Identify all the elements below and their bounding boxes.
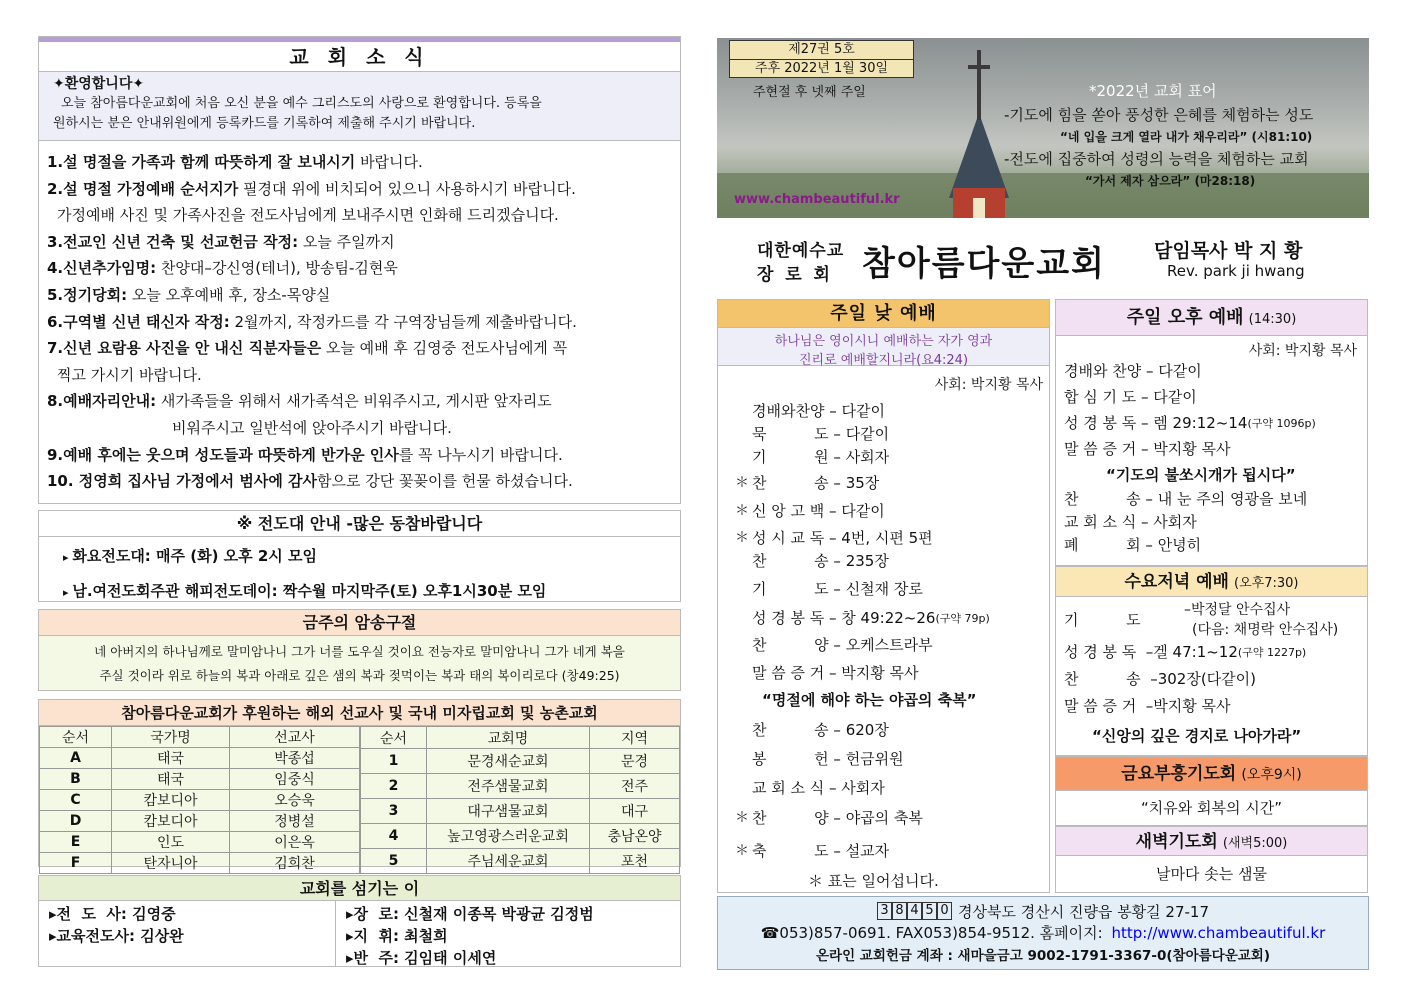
dawn-title: 새벽기도회 (1135, 832, 1218, 852)
server-item: ▸지 휘: 최철희 (346, 927, 448, 945)
evangelism-item: ▸ 화요전도대: 매주 (화) 오후 2시 모임 (63, 547, 317, 565)
news-item: 비워주시고 일반석에 앉아주시기 바랍니다. (172, 418, 452, 437)
service-line: 성 경 봉 독 – 창 49:22~26 (구약 79p) (752, 609, 990, 627)
news-item: 8.예배자리안내: 새가족들을 위해서 새가족석은 비워주시고, 게시판 앞자리도 (47, 392, 552, 411)
afternoon-time: (14:30) (1248, 312, 1297, 327)
server-item: ▸교육전도사: 김상완 (49, 927, 184, 945)
address-line (718, 897, 1368, 921)
server-item: ▸전 도 사: 김영중 (49, 905, 176, 923)
service-line: 찬 송 –302장(다같이) (1064, 670, 1256, 688)
servers-right (336, 901, 594, 969)
service-line: 교 회 소 식 – 사회자 (1064, 513, 1197, 531)
service-line: ＊ 찬 송 – 35장 (735, 474, 880, 492)
dawn-header (1056, 827, 1367, 856)
friday-header (1056, 757, 1367, 791)
evangelism-item: ▸ 남.여전도회주관 해피전도데이: 짝수월 마지막주(토) 오후1시30분 모임 (63, 582, 547, 600)
wednesday-time: (오후7:30) (1234, 576, 1299, 591)
missionary-table (39, 726, 360, 874)
welcome-text-1: 오늘 참아름다운교회에 처음 오신 분을 예수 그리스도의 사랑으로 환영합니다. 등록을 (61, 96, 542, 111)
homepage-link[interactable]: http://www.chambeautiful.kr (1111, 924, 1326, 942)
motto-title: *2022년 교회 표어 (1089, 82, 1217, 100)
table-row: C 캄보디아 오승욱 (40, 790, 360, 811)
website-url[interactable]: www.chambeautiful.kr (734, 192, 900, 207)
news-section (38, 36, 681, 504)
issue-volume: 제27권 5호 (730, 41, 913, 60)
news-item: 6.구역별 신년 태신자 작정: 2월까지, 작정카드를 각 구역장님들께 제출바랍니다. (47, 312, 577, 331)
afternoon-leader: 사회: 박지황 목사 (1248, 343, 1357, 359)
verse-title: 금주의 암송구절 (39, 610, 680, 636)
friday-time: (오후9시) (1241, 767, 1302, 783)
news-item: 2.설 명절 가정예배 순서지가 필경대 위에 비치되어 있으니 사용하시기 바랍니다. (47, 179, 576, 198)
service-line: 성 경 봉 독 –겔 47:1~12 (구약 1227p) (1064, 643, 1307, 661)
afternoon-order (1056, 360, 1367, 557)
motto-1-ref: “네 입을 크게 열라 내가 채우리라” (시81:10) (1060, 130, 1313, 144)
service-line: 기 도 –박정달 안수집사 (다음: 채명락 안수집사) (1064, 597, 1367, 641)
table-row: 3 대구샘물교회 대구 (361, 799, 680, 824)
service-line: 말 씀 증 거 – 박지황 목사 (752, 664, 919, 682)
liturgical-week: 주현절 후 넷째 주일 (753, 85, 866, 100)
news-item: 3.전교인 신년 건축 및 선교헌금 작정: 오늘 주일까지 (47, 232, 395, 251)
morning-verse-2: 진리로 예배할지니라(요4:24) (798, 353, 969, 368)
wednesday-order (1056, 597, 1367, 746)
service-line: 찬 송 – 620장 (752, 721, 889, 739)
afternoon-sermon: “기도의 불쏘시개가 됩시다” (1106, 466, 1296, 484)
friday-title: 금요부흥기도회 (1121, 764, 1237, 784)
motto-2-ref: “가서 제자 삼으라” (마28:18) (1085, 174, 1256, 188)
news-item: 4.신년추가임명: 찬양대–강신영(테너), 방송팀-김현욱 (47, 259, 398, 278)
table-row: 5 주님세운교회 포천 (361, 849, 680, 874)
service-line: ＊ 축 도 – 설교자 (735, 842, 890, 860)
issue-date: 주후 2022년 1월 30일 (754, 61, 889, 76)
col-header: 교회명 (427, 727, 590, 749)
welcome-box (39, 72, 680, 141)
morning-leader: 사회: 박지황 목사 (934, 377, 1043, 393)
service-line: 찬 송 – 235장 (752, 552, 889, 570)
morning-verse-1: 하나님은 영이시니 예배하는 자가 영과 (774, 334, 993, 349)
col-header: 지역 (590, 727, 680, 749)
service-line: ＊ 성 시 교 독 – 4번, 시편 5편 (735, 529, 933, 547)
church-table (360, 726, 680, 874)
col-header: 순서 (40, 727, 112, 748)
col-header: 국가명 (112, 727, 230, 748)
motto-1: -기도에 힘을 쏟아 풍성한 은혜를 체험하는 성도 (1004, 106, 1314, 124)
col-header: 선교사 (230, 727, 360, 748)
dawn-service (1055, 826, 1368, 893)
morning-order (718, 394, 1049, 891)
pastor-name: 담임목사 박 지 황 (1154, 240, 1303, 262)
pastor-name-en: Rev. park ji hwang (1167, 262, 1305, 280)
verse-section (38, 609, 681, 691)
service-line: 성 경 봉 독 – 렘 29:12~14 (구약 1096p) (1064, 414, 1316, 432)
evangelism-title: ※ 전도대 안내 -많은 동참바랍니다 (39, 511, 680, 537)
banner (717, 38, 1369, 218)
friday-text: “치유와 회복의 시간” (1141, 799, 1282, 817)
table-row: E 인도 이은옥 (40, 832, 360, 853)
table-row: D 캄보디아 정병설 (40, 811, 360, 832)
news-list (39, 141, 680, 495)
news-item: 찍고 가시기 바랍니다. (57, 365, 202, 384)
missions-section (38, 699, 681, 872)
news-item: 9.예배 후에는 웃으며 성도들과 따뜻하게 반가운 인사를 꼭 나누시기 바랍니다. (47, 445, 563, 464)
zip-code: 3 8 4 5 0 (877, 902, 952, 920)
afternoon-header (1056, 300, 1367, 336)
table-row: 1 문경새순교회 문경 (361, 749, 680, 774)
account-line: 온라인 교회헌금 계좌 : 새마을금고 9002-1791-3367-0(참아름다운교회) (815, 948, 1271, 964)
missions-title: 참아름다운교회가 후원하는 해외 선교사 및 국내 미자립교회 및 농촌교회 (39, 700, 680, 726)
church-header (717, 230, 1369, 290)
welcome-title: ✦환영합니다✦ (53, 76, 145, 92)
table-row: 4 높고영광스러운교회 충남온양 (361, 824, 680, 849)
footer (717, 896, 1369, 970)
table-row: B 태국 임중식 (40, 769, 360, 790)
wednesday-service (1055, 566, 1368, 756)
news-item: 1.설 명절을 가족과 함께 따뜻하게 잘 보내시기 바랍니다. (47, 153, 423, 171)
servers-left (39, 901, 336, 966)
service-line: 기 도 – 신철재 장로 (752, 580, 923, 598)
table-row: F 탄자니아 김희찬 (40, 853, 360, 874)
contact-line (718, 921, 1368, 945)
denomination-top: 대한예수교 (757, 241, 845, 261)
issue-box (729, 40, 914, 78)
service-line: 경배와 찬양 – 다같이 (1064, 362, 1202, 380)
morning-title: 주일 낮 예배 (718, 300, 1049, 328)
denomination-bottom: 장 로 회 (757, 265, 830, 285)
dawn-text: 날마다 솟는 샘물 (1156, 865, 1267, 883)
morning-sermon: “명절에 해야 하는 야곱의 축복” (762, 691, 977, 709)
servers-title: 교회를 섬기는 이 (39, 876, 680, 901)
church-name: 참아름다운교회 (862, 244, 1106, 284)
service-line: 찬 양 – 오케스트라부 (752, 636, 933, 654)
service-line: 경배와찬양 – 다같이 (752, 402, 885, 420)
welcome-text-2: 원하시는 분은 안내위원에게 등록카드를 기록하여 제출해 주시기 바랍니다. (53, 116, 476, 131)
service-line: 합 심 기 도 – 다같이 (1064, 388, 1197, 406)
afternoon-service (1055, 299, 1368, 566)
service-line: ＊ 신 앙 고 백 – 다같이 (735, 502, 885, 520)
news-title: 교 회 소 식 (39, 42, 680, 72)
service-line: 말 씀 증 거 –박지황 목사 (1064, 697, 1231, 715)
server-item: ▸반 주: 김임태 이세연 (346, 949, 497, 967)
news-item: 가정예배 사진 및 가족사진을 전도사님에게 보내주시면 인화해 드리겠습니다. (57, 206, 559, 225)
news-item: 5.정기당회: 오늘 오후예배 후, 장소-목양실 (47, 285, 331, 304)
service-line: 교 회 소 식 – 사회자 (752, 779, 885, 797)
friday-service (1055, 756, 1368, 826)
table-row: A 태국 박종섭 (40, 748, 360, 769)
service-line: 봉 헌 – 헌금위원 (752, 750, 904, 768)
service-line: 폐 회 – 안녕히 (1064, 536, 1202, 554)
verse-line-2: 주실 것이라 위로 하늘의 복과 아래로 깊은 샘의 복과 젖먹이는 복과 태의 복이리로다 (창49:25) (99, 668, 620, 683)
morning-verse (718, 328, 1049, 366)
service-line: 말 씀 증 거 – 박지황 목사 (1064, 440, 1231, 458)
dawn-time: (새벽5:00) (1222, 836, 1288, 851)
service-line: 찬 송 – 내 눈 주의 영광을 보네 (1064, 490, 1308, 508)
news-item: 10. 정영희 집사님 가정에서 범사에 감사함으로 강단 꽃꽂이를 헌물 하셨습니다. (47, 472, 573, 491)
morning-service (717, 299, 1050, 893)
service-line: 기 원 – 사회자 (752, 448, 890, 466)
morning-footnote: ＊ 표는 일어섭니다. (808, 872, 939, 890)
verse-line-1: 네 아버지의 하나님께로 말미암나니 그가 너를 도우실 것이요 전능자로 말미암나니 그가 네게 복을 (94, 644, 625, 659)
news-item: 7.신년 요람용 사진을 안 내신 직분자들은 오늘 예배 후 김영중 전도사님에게 꼭 (47, 339, 568, 358)
servers-body (39, 901, 680, 969)
service-line: 묵 도 – 다같이 (752, 425, 890, 443)
server-item: ▸장 로: 신철재 이종목 박광균 김정범 (346, 905, 594, 923)
wednesday-sermon: “신앙의 깊은 경지로 나아가라” (1092, 727, 1302, 745)
servers-section (38, 875, 681, 967)
motto-2: -전도에 집중하여 성령의 능력을 체험하는 교회 (1004, 150, 1309, 168)
prayer-names: –박정달 안수집사 (다음: 채명락 안수집사) (1184, 602, 1339, 638)
col-header: 순서 (361, 727, 427, 749)
phone-fax: ☎053)857-0691. FAX053)854-9512. 홈페이지: (760, 924, 1103, 942)
evangelism-section (38, 510, 681, 602)
wednesday-header (1056, 567, 1367, 597)
afternoon-title: 주일 오후 예배 (1126, 307, 1244, 328)
missions-tables (39, 726, 680, 874)
wednesday-title: 수요저녁 예배 (1124, 572, 1229, 592)
service-line: ＊ 찬 양 – 야곱의 축복 (735, 809, 923, 827)
table-row: 2 전주샘물교회 전주 (361, 774, 680, 799)
address-text: 경상북도 경산시 진량읍 봉황길 27-17 (957, 902, 1210, 921)
